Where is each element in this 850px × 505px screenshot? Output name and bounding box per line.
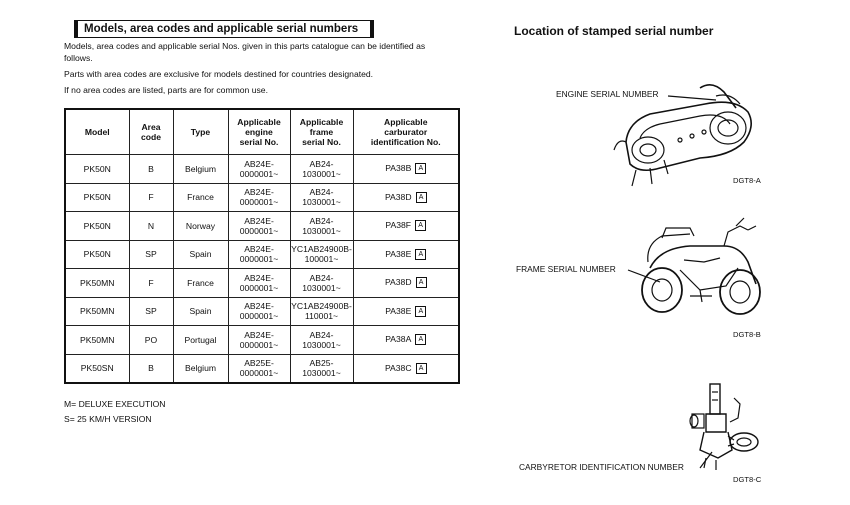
engine-serial-line: 0000001~ <box>239 197 279 208</box>
frame-serial-line: AB24- <box>309 272 334 283</box>
frame-serial-line: AB24- <box>309 158 334 169</box>
cell-model: PK50N <box>65 240 129 269</box>
carburator-id-value: PA38E <box>385 305 412 316</box>
cell-type: Belgium <box>173 354 228 383</box>
header-frame-line: Applicable <box>299 117 344 127</box>
note-25kmh: S= 25 KM/H VERSION <box>64 414 152 424</box>
cell-model: PK50N <box>65 155 129 184</box>
cell-model: PK50MN <box>65 297 129 326</box>
cell-area-code: B <box>129 155 173 184</box>
frame-serial-line: YC1AB24900B- <box>291 301 352 312</box>
intro-line-3: Parts with area codes are exclusive for models destined for countries designated. <box>64 69 374 79</box>
engine-serial-line: AB24E- <box>244 301 274 312</box>
cell-area-code: SP <box>129 297 173 326</box>
cell-model: PK50SN <box>65 354 129 383</box>
engine-serial-line: AB24E- <box>244 215 274 226</box>
cell-type: Spain <box>173 240 228 269</box>
frame-serial-line: YC1AB24900B- <box>291 244 352 255</box>
engine-serial-line: 0000001~ <box>239 368 279 379</box>
carburator-id-value: PA38A <box>385 334 412 345</box>
header-type: Type <box>173 109 228 155</box>
intro-line-1: Models, area codes and applicable serial Nos. given in this parts catalogue can be identified as <box>64 41 426 51</box>
area-letter-box: A <box>416 192 427 203</box>
frame-serial-line: AB24- <box>309 329 334 340</box>
engine-serial-line: AB25E- <box>244 358 274 369</box>
location-heading: Location of stamped serial number <box>514 24 714 38</box>
carburator-id-value: PA38D <box>384 191 412 202</box>
cell-type: Portugal <box>173 326 228 355</box>
carburator-id-value: PA38E <box>385 248 412 259</box>
header-engine-line: Applicable <box>237 117 281 127</box>
area-letter-box: A <box>415 334 426 345</box>
header-area-line: code <box>140 132 162 142</box>
engine-serial-line: 0000001~ <box>239 168 279 179</box>
engine-figure-code: DGT8-A <box>733 176 761 185</box>
frame-serial-line: 100001~ <box>304 254 339 265</box>
frame-serial-line: 1030001~ <box>302 225 341 236</box>
header-frame-line: frame <box>309 127 334 137</box>
cell-type: France <box>173 183 228 212</box>
area-letter-box: A <box>416 363 427 374</box>
cell-type: France <box>173 269 228 298</box>
engine-serial-line: 0000001~ <box>239 282 279 293</box>
section-heading: Models, area codes and applicable serial numbers <box>74 20 374 38</box>
header-engine-line: engine <box>245 127 273 137</box>
engine-serial-line: 0000001~ <box>239 339 279 350</box>
header-model: Model <box>65 109 129 155</box>
frame-serial-line: 110001~ <box>304 311 339 322</box>
engine-serial-label: ENGINE SERIAL NUMBER <box>556 89 659 99</box>
cell-model: PK50MN <box>65 269 129 298</box>
carburator-id-value: PA38B <box>385 163 412 174</box>
cell-type: Spain <box>173 297 228 326</box>
cell-area-code: F <box>129 183 173 212</box>
moped-drawing <box>628 218 760 314</box>
carburator-id-value: PA38F <box>385 220 412 231</box>
engine-serial-line: 0000001~ <box>239 254 279 265</box>
frame-figure-code: DGT8-B <box>733 330 761 339</box>
cell-area-code: B <box>129 354 173 383</box>
cell-area-code: N <box>129 212 173 241</box>
intro-line-2: follows. <box>64 53 93 63</box>
header-carb-line: Applicable <box>384 117 428 127</box>
carburator-id-value: PA38C <box>384 362 412 373</box>
cell-model: PK50N <box>65 212 129 241</box>
engine-serial-line: AB24E- <box>244 329 274 340</box>
engine-serial-line: AB24E- <box>244 244 274 255</box>
header-carb-line: carburator <box>384 127 428 137</box>
header-carb-line: identification No. <box>370 137 441 147</box>
intro-line-4: If no area codes are listed, parts are for common use. <box>64 85 268 95</box>
cell-area-code: SP <box>129 240 173 269</box>
frame-serial-line: 1030001~ <box>302 368 341 379</box>
frame-serial-line: 1030001~ <box>302 197 341 208</box>
frame-serial-line: 1030001~ <box>302 282 341 293</box>
frame-serial-line: AB25- <box>309 358 334 369</box>
note-deluxe: M= DELUXE EXECUTION <box>64 399 166 409</box>
engine-serial-line: AB24E- <box>244 187 274 198</box>
area-letter-box: A <box>415 249 426 260</box>
carburator-id-value: PA38D <box>384 277 412 288</box>
carburetor-id-label: CARBYRETOR IDENTIFICATION NUMBER <box>519 462 684 472</box>
carburetor-drawing <box>690 384 758 470</box>
engine-serial-line: AB24E- <box>244 272 274 283</box>
area-letter-box: A <box>415 306 426 317</box>
engine-serial-line: AB24E- <box>244 158 274 169</box>
cell-model: PK50N <box>65 183 129 212</box>
engine-serial-line: 0000001~ <box>239 311 279 322</box>
cell-type: Belgium <box>173 155 228 184</box>
frame-serial-line: 1030001~ <box>302 339 341 350</box>
frame-serial-line: AB24- <box>309 215 334 226</box>
area-letter-box: A <box>415 220 426 231</box>
cell-model: PK50MN <box>65 326 129 355</box>
frame-serial-line: AB24- <box>309 187 334 198</box>
header-engine-line: serial No. <box>239 137 279 147</box>
carburetor-figure-code: DGT8-C <box>733 475 762 484</box>
header-area-line: Area <box>141 122 161 132</box>
header-frame-line: serial No. <box>302 137 341 147</box>
engine-drawing <box>614 85 751 186</box>
cell-area-code: F <box>129 269 173 298</box>
area-letter-box: A <box>415 163 426 174</box>
frame-serial-line: 1030001~ <box>302 168 341 179</box>
cell-area-code: PO <box>129 326 173 355</box>
area-letter-box: A <box>416 277 427 288</box>
cell-type: Norway <box>173 212 228 241</box>
frame-serial-label: FRAME SERIAL NUMBER <box>516 264 616 274</box>
engine-serial-line: 0000001~ <box>239 225 279 236</box>
